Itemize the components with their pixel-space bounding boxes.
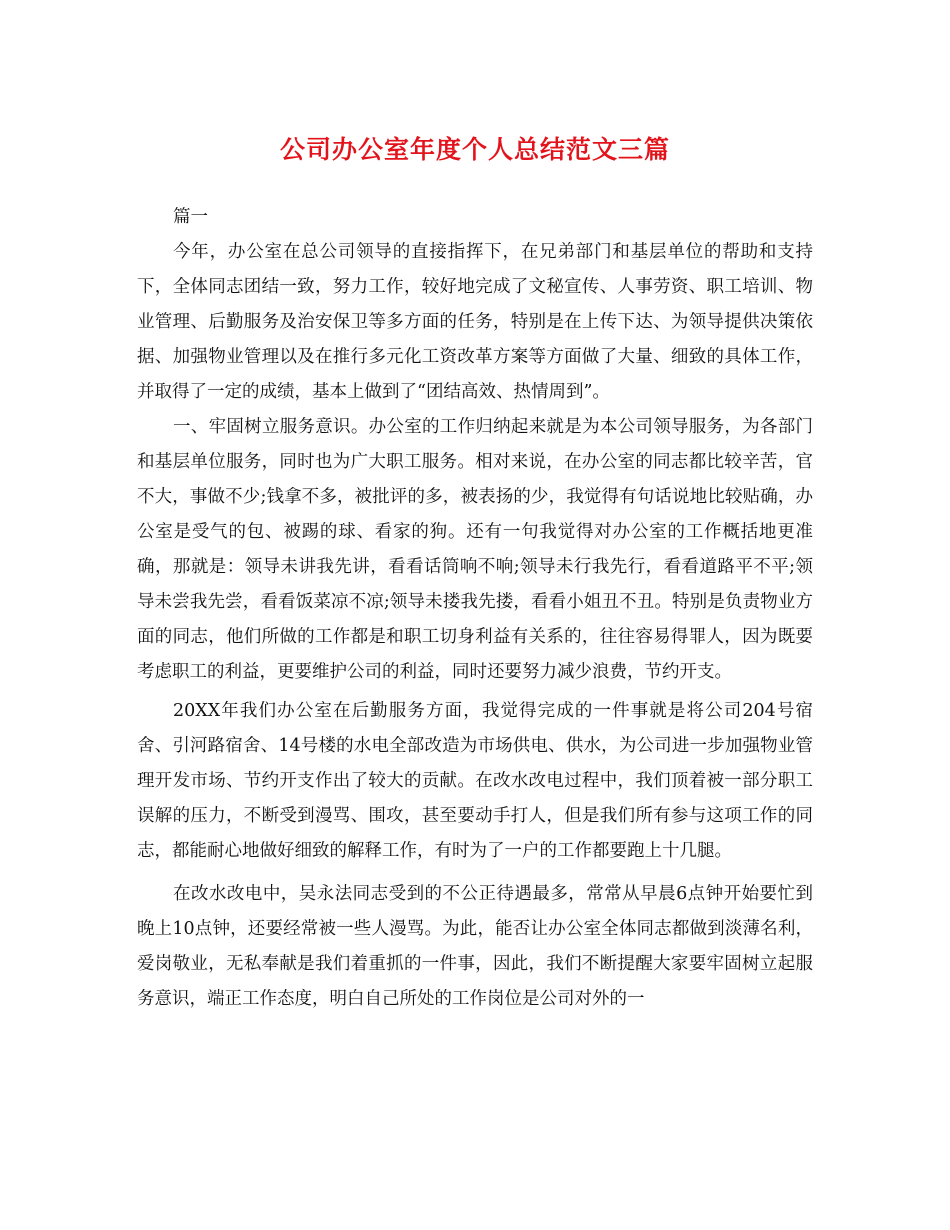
paragraph: 20XX年我们办公室在后勤服务方面，我觉得完成的一件事就是将公司204号宿舍、引河路宿舍、14号楼的水电全部改造为市场供电、供水，为公司进一步加强物业管理开发市场、节约开支作出了较大的贡献。在改水改电过程中，我们顶着被一部分职工误解的压力，不断受到漫骂、围攻，甚至要动手打人，但是我们所有参与这项工作的同志，都能耐心地做好细致的解释工作，有时为了一户的工作都要跑上十几腿。 bbox=[137, 701, 813, 861]
document-body bbox=[137, 200, 813, 1017]
paragraph: 在改水改电中，吴永法同志受到的不公正待遇最多，常常从早晨6点钟开始要忙到晚上10点钟，还要经常被一些人漫骂。为此，能否让办公室全体同志都做到淡薄名利，爱岗敬业，无私奉献是我们着重抓的一件事，因此，我们不断提醒大家要牢固树立起服务意识，端正工作态度，明白自己所处的工作岗位是公司对外的一 bbox=[137, 884, 813, 1009]
document-title: 公司办公室年度个人总结范文三篇 bbox=[279, 135, 670, 164]
section-heading: 篇一 bbox=[173, 207, 208, 227]
paragraph: 今年，办公室在总公司领导的直接指挥下，在兄弟部门和基层单位的帮助和支持下，全体同志团结一致，努力工作，较好地完成了文秘宣传、人事劳资、职工培训、物业管理、后勤服务及治安保卫等多方面的任务，特别是在上传下达、为领导提供决策依据、加强物业管理以及在推行多元化工资改革方案等方面做了大量、细致的具体工作，并取得了一定的成绩，基本上做到了“团结高效、热情周到”。 bbox=[137, 242, 813, 402]
paragraph: 一、牢固树立服务意识。办公室的工作归纳起来就是为本公司领导服务，为各部门和基层单位服务，同时也为广大职工服务。相对来说，在办公室的同志都比较辛苦，官不大，事做不少;钱拿不多，被批评的多，被表扬的少，我觉得有句话说地比较贴确，办公室是受气的包、被踢的球、看家的狗。还有一句我觉得对办公室的工作概括地更准确，那就是：领导未讲我先讲，看看话筒响不响;领导未行我先行，看看道路平不平;领导未尝我先尝，看看饭菜凉不凉;领导未搂我先搂，看看小姐丑不丑。特别是负责物业方面的同志，他们所做的工作都是和职工切身利益有关系的，往往容易得罪人，因为既要考虑职工的利益，更要维护公司的利益，同时还要努力减少浪费，节约开支。 bbox=[137, 417, 813, 682]
